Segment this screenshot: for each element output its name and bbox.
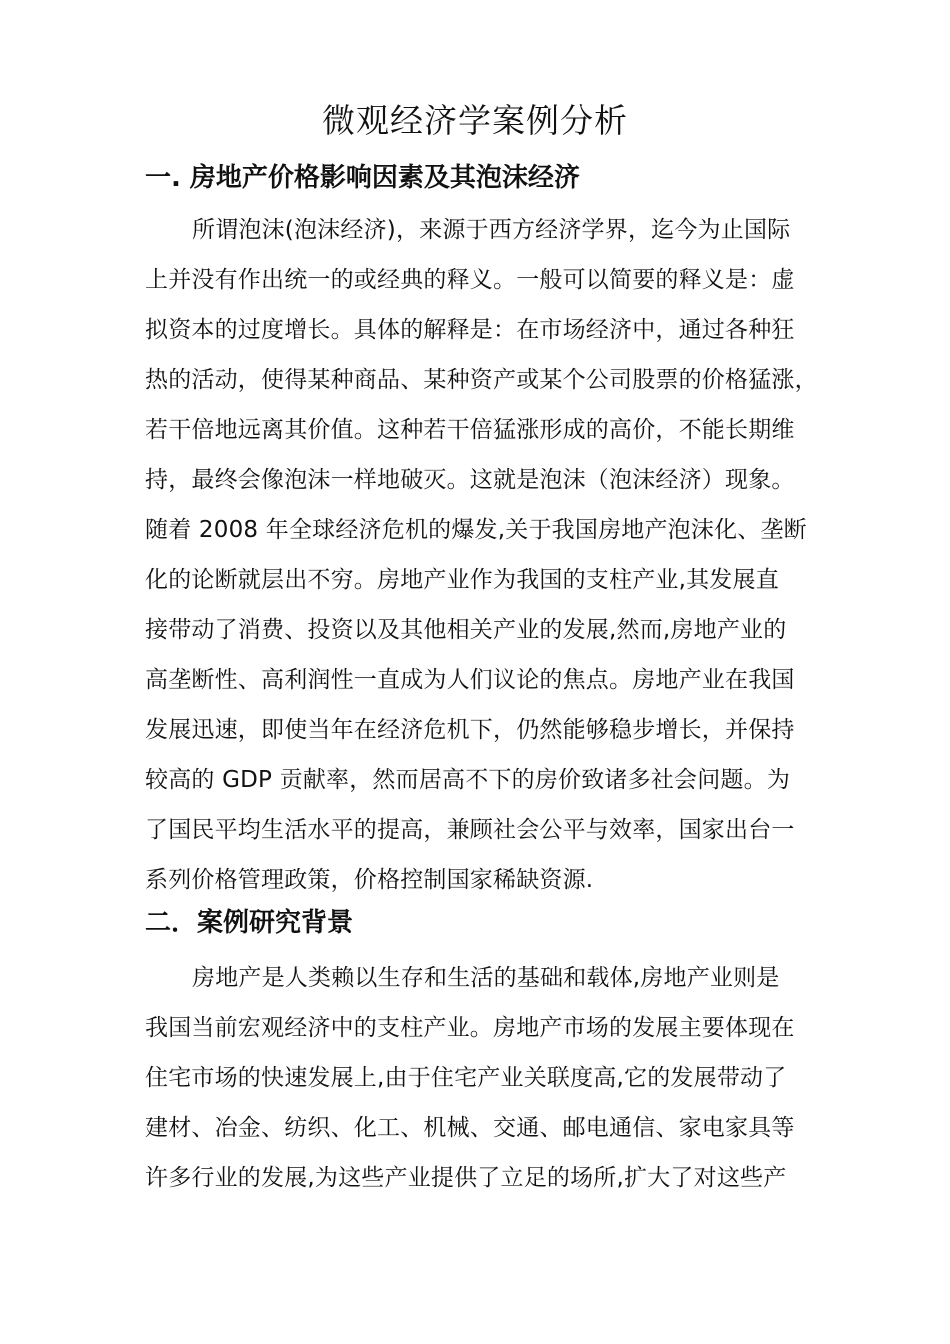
paragraph-line: 房地产是人类赖以生存和生活的基础和载体,房地产业则是	[192, 965, 780, 991]
paragraph-line: 上并没有作出统一的或经典的释义。一般可以简要的释义是：虚	[145, 267, 795, 293]
section-heading-2: 二．案例研究背景	[145, 908, 354, 938]
paragraph-line: 许多行业的发展,为这些产业提供了立足的场所,扩大了对这些产	[145, 1165, 787, 1191]
paragraph-line: 高垄断性、高利润性一直成为人们议论的焦点。房地产业在我国	[145, 667, 795, 693]
section-heading-1: 一. 房地产价格影响因素及其泡沫经济	[145, 163, 580, 193]
paragraph-line: 了国民平均生活水平的提高，兼顾社会公平与效率，国家出台一	[145, 817, 795, 843]
paragraph-line: 若干倍地远离其价值。这种若干倍猛涨形成的高价，不能长期维	[145, 417, 795, 443]
page-title: 微观经济学案例分析	[322, 101, 628, 140]
paragraph-line: 随着 2008 年全球经济危机的爆发,关于我国房地产泡沫化、垄断	[145, 517, 807, 543]
paragraph-line: 较高的 GDP 贡献率，然而居高不下的房价致诸多社会问题。为	[145, 767, 791, 793]
paragraph-line: 接带动了消费、投资以及其他相关产业的发展,然而,房地产业的	[145, 617, 787, 643]
paragraph-line: 我国当前宏观经济中的支柱产业。房地产市场的发展主要体现在	[145, 1015, 795, 1041]
paragraph-line: 持，最终会像泡沫一样地破灭。这就是泡沫（泡沫经济）现象。	[145, 467, 795, 493]
paragraph-line: 所谓泡沫(泡沫经济)，来源于西方经济学界，迄今为止国际	[192, 217, 791, 243]
paragraph-line: 住宅市场的快速发展上,由于住宅产业关联度高,它的发展带动了	[145, 1065, 787, 1091]
paragraph-line: 热的活动，使得某种商品、某种资产或某个公司股票的价格猛涨，	[145, 367, 818, 393]
paragraph-line: 系列价格管理政策，价格控制国家稀缺资源.	[145, 867, 594, 893]
paragraph-line: 发展迅速，即使当年在经济危机下，仍然能够稳步增长，并保持	[145, 717, 795, 743]
paragraph-line: 化的论断就层出不穷。房地产业作为我国的支柱产业,其发展直	[145, 567, 779, 593]
paragraph-line: 拟资本的过度增长。具体的解释是：在市场经济中，通过各种狂	[145, 317, 795, 343]
paragraph-line: 建材、冶金、纺织、化工、机械、交通、邮电通信、家电家具等	[145, 1115, 795, 1141]
